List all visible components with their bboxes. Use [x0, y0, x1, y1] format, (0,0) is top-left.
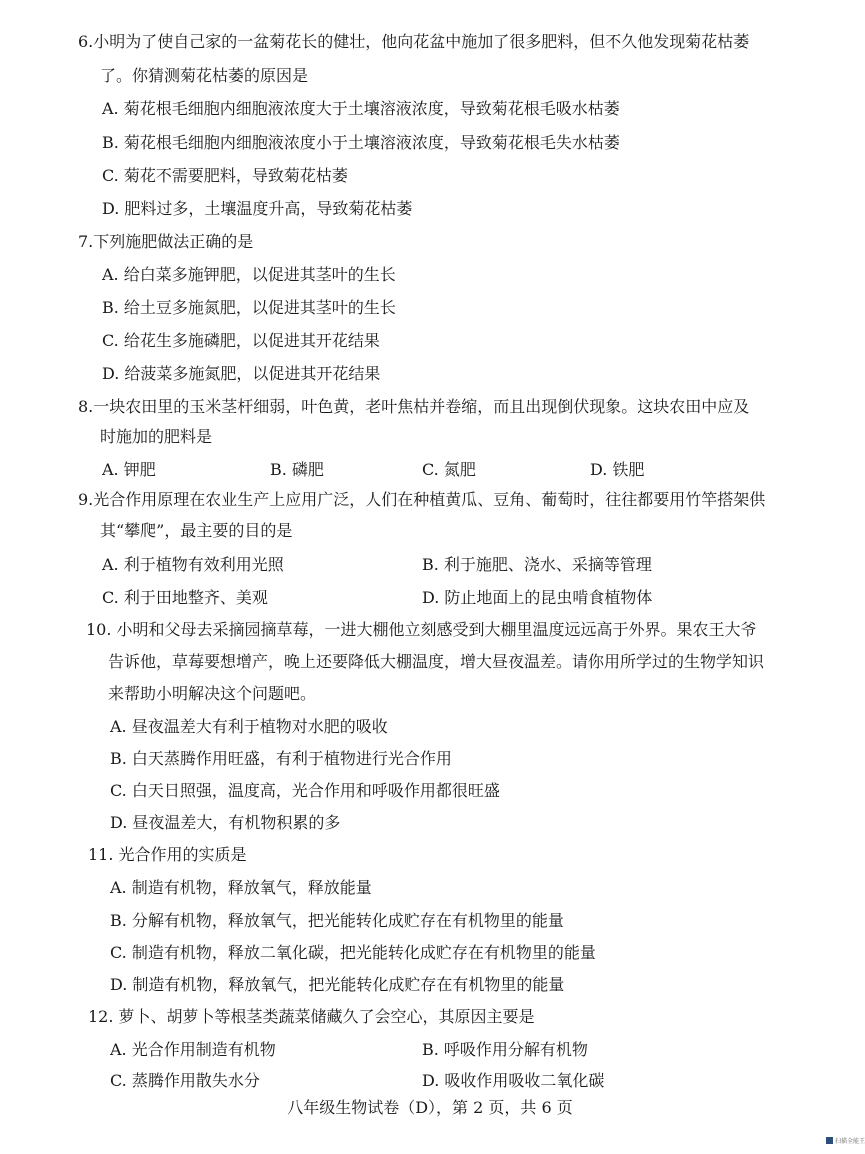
q8-option-d: D. 铁肥: [590, 460, 645, 479]
q6-stem-line1: 6.小明为了使自己家的一盆菊花长的健壮，他向花盆中施加了很多肥料，但不久他发现菊花枯萎: [78, 32, 750, 51]
q8-option-c: C. 氮肥: [422, 460, 476, 479]
page-footer: 八年级生物试卷（D），第 2 页，共 6 页: [287, 1098, 573, 1117]
q11-option-d: D. 制造有机物，释放氧气，把光能转化成贮存在有机物里的能量: [110, 975, 565, 994]
q10-option-b: B. 白天蒸腾作用旺盛，有利于植物进行光合作用: [110, 749, 452, 768]
q10-stem-line1: 10. 小明和父母去采摘园摘草莓，一进大棚他立刻感受到大棚里温度远远高于外界。果农王大爷: [86, 620, 757, 639]
scanner-watermark: [826, 1136, 865, 1145]
q6-option-a: A. 菊花根毛细胞内细胞液浓度大于土壤溶液浓度，导致菊花根毛吸水枯萎: [102, 99, 620, 118]
q9-option-d: D. 防止地面上的昆虫啃食植物体: [422, 588, 653, 607]
q11-option-c: C. 制造有机物，释放二氧化碳，把光能转化成贮存在有机物里的能量: [110, 943, 596, 962]
q11-stem: 11. 光合作用的实质是: [88, 845, 247, 864]
q7-option-a: A. 给白菜多施钾肥，以促进其茎叶的生长: [102, 265, 396, 284]
q7-option-c: C. 给花生多施磷肥，以促进其开花结果: [102, 331, 380, 350]
q10-option-d: D. 昼夜温差大，有机物积累的多: [110, 813, 341, 832]
q9-option-a: A. 利于植物有效利用光照: [102, 555, 284, 574]
q8-option-b: B. 磷肥: [270, 460, 324, 479]
q8-stem-line2: 时施加的肥料是: [100, 427, 213, 446]
q11-option-b: B. 分解有机物，释放氧气，把光能转化成贮存在有机物里的能量: [110, 911, 564, 930]
watermark-text: 扫描全能王: [835, 1138, 865, 1145]
q7-option-b: B. 给土豆多施氮肥，以促进其茎叶的生长: [102, 298, 396, 317]
q12-stem: 12. 萝卜、胡萝卜等根茎类蔬菜储藏久了会空心，其原因主要是: [88, 1007, 535, 1026]
q6-option-d: D. 肥料过多，土壤温度升高，导致菊花枯萎: [102, 199, 413, 218]
q6-option-b: B. 菊花根毛细胞内细胞液浓度小于土壤溶液浓度，导致菊花根毛失水枯萎: [102, 133, 620, 152]
q9-option-b: B. 利于施肥、浇水、采摘等管理: [422, 555, 652, 574]
q7-option-d: D. 给菠菜多施氮肥，以促进其开花结果: [102, 364, 381, 383]
q12-option-d: D. 吸收作用吸收二氧化碳: [422, 1071, 605, 1090]
q12-option-b: B. 呼吸作用分解有机物: [422, 1040, 588, 1059]
scanner-logo-icon: [826, 1137, 833, 1144]
q10-option-c: C. 白天日照强，温度高，光合作用和呼吸作用都很旺盛: [110, 781, 500, 800]
q6-stem-line2: 了。你猜测菊花枯萎的原因是: [100, 66, 309, 85]
q9-option-c: C. 利于田地整齐、美观: [102, 588, 268, 607]
q12-option-a: A. 光合作用制造有机物: [110, 1040, 276, 1059]
q12-option-c: C. 蒸腾作用散失水分: [110, 1071, 260, 1090]
q7-stem: 7.下列施肥做法正确的是: [78, 232, 254, 251]
q11-option-a: A. 制造有机物，释放氧气，释放能量: [110, 878, 372, 897]
q10-stem-line2: 告诉他，草莓要想增产，晚上还要降低大棚温度，增大昼夜温差。请你用所学过的生物学知识: [108, 652, 765, 671]
q8-option-a: A. 钾肥: [102, 460, 156, 479]
q10-option-a: A. 昼夜温差大有利于植物对水肥的吸收: [110, 717, 388, 736]
q10-stem-line3: 来帮助小明解决这个问题吧。: [108, 684, 317, 703]
q6-option-c: C. 菊花不需要肥料，导致菊花枯萎: [102, 166, 348, 185]
q9-stem-line1: 9.光合作用原理在农业生产上应用广泛，人们在种植黄瓜、豆角、葡萄时，往往都要用竹竿搭架供: [78, 490, 766, 509]
q8-stem-line1: 8.一块农田里的玉米茎杆细弱，叶色黄，老叶焦枯并卷缩，而且出现倒伏现象。这块农田中应及: [78, 397, 750, 416]
q9-stem-line2: 其“攀爬”，最主要的目的是: [100, 521, 293, 540]
